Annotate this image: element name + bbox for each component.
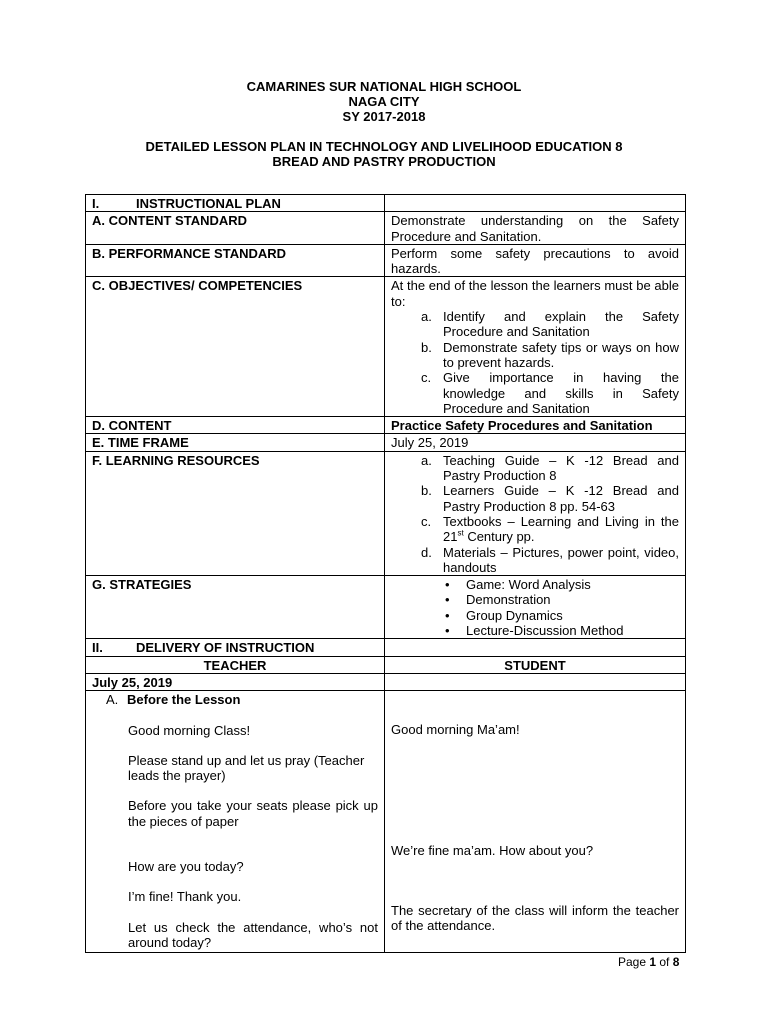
- student-column-header: STUDENT: [385, 656, 686, 673]
- time-frame-value: July 25, 2019: [385, 434, 686, 451]
- section-2-row: [86, 639, 686, 656]
- resources-row: [86, 451, 686, 575]
- objectives-label: C. OBJECTIVES/ COMPETENCIES: [92, 278, 303, 294]
- strategies-list: [391, 577, 679, 638]
- teacher-how-are-you: How are you today?: [128, 858, 244, 874]
- content-standard-row: [86, 212, 686, 245]
- section-2-label: DELIVERY OF INSTRUCTION: [136, 640, 315, 656]
- content-label: D. CONTENT: [92, 418, 172, 434]
- strategies-label: G. STRATEGIES: [92, 577, 192, 593]
- column-header-row: [86, 656, 686, 673]
- document-title: DETAILED LESSON PLAN IN TECHNOLOGY AND LIVELIHOOD EDUCATION 8: [145, 139, 623, 154]
- performance-standard-row: [86, 244, 686, 277]
- list-item: • Demonstration: [466, 592, 679, 607]
- lesson-plan-table: [85, 194, 686, 953]
- date-row: [86, 673, 686, 690]
- teacher-column-header: TEACHER: [86, 656, 385, 673]
- list-item: • Lecture-Discussion Method: [466, 623, 679, 638]
- time-frame-label: E. TIME FRAME: [92, 435, 189, 451]
- section-1-row: [86, 195, 686, 212]
- list-item: • Game: Word Analysis: [466, 577, 679, 592]
- school-name: CAMARINES SUR NATIONAL HIGH SCHOOL: [246, 79, 522, 94]
- teacher-attendance: Let us check the attendance, who’s not around today?: [128, 919, 378, 950]
- student-fine-response: We’re fine ma’am. How about you?: [391, 842, 594, 858]
- content-value: Practice Safety Procedures and Sanitation: [385, 417, 686, 434]
- document-subtitle: BREAD AND PASTRY PRODUCTION: [272, 154, 496, 169]
- school-year: SY 2017-2018: [342, 109, 426, 124]
- school-header: [0, 79, 768, 124]
- page-number: Page 1 of 8: [618, 955, 680, 969]
- student-column: [385, 691, 686, 953]
- dialogue-row: [86, 691, 686, 953]
- teacher-im-fine: I’m fine! Thank you.: [128, 889, 242, 905]
- section-1-label: INSTRUCTIONAL PLAN: [136, 196, 281, 211]
- teacher-prayer: Please stand up and let us pray (Teacher leads the prayer): [128, 752, 365, 784]
- time-frame-row: [86, 434, 686, 451]
- strategies-row: [86, 576, 686, 639]
- list-item: a. Identify and explain the Safety Procedure and Sanitation: [421, 309, 679, 340]
- teacher-pick-up-paper: Before you take your seats please pick up the pieces of paper: [128, 798, 378, 829]
- resources-label: F. LEARNING RESOURCES: [92, 452, 260, 468]
- performance-standard-label: B. PERFORMANCE STANDARD: [92, 245, 287, 261]
- lesson-date: July 25, 2019: [86, 673, 385, 690]
- teacher-greeting: Good morning Class!: [128, 722, 251, 738]
- objectives-list: [391, 309, 679, 416]
- list-item: • Group Dynamics: [466, 608, 679, 623]
- objectives-intro: At the end of the lesson the learners must be able to:: [391, 278, 679, 309]
- section-2-number: II.: [92, 640, 103, 656]
- student-attendance-response: The secretary of the class will inform the teacher of the attendance.: [391, 902, 679, 934]
- list-item: c. Textbooks – Learning and Living in the 21st Century pp.: [421, 513, 679, 545]
- content-row: [86, 417, 686, 434]
- content-standard-value: Demonstrate understanding on the Safety Procedure and Sanitation.: [385, 212, 686, 245]
- student-greeting: Good morning Ma’am!: [391, 722, 520, 738]
- teacher-column: [86, 691, 385, 953]
- list-item: b. Learners Guide – K -12 Bread and Pastry Production 8 pp. 54-63: [421, 483, 679, 514]
- performance-standard-value: Perform some safety precautions to avoid hazards.: [385, 244, 686, 277]
- list-item: b. Demonstrate safety tips or ways on how to prevent hazards.: [421, 339, 679, 370]
- list-item: d. Materials – Pictures, power point, video, handouts: [421, 544, 679, 575]
- objectives-row: [86, 277, 686, 417]
- document-title-block: [0, 139, 768, 169]
- list-item: a. Teaching Guide – K -12 Bread and Pastry Production 8: [421, 452, 679, 484]
- school-city: NAGA CITY: [348, 94, 420, 109]
- before-lesson-heading: A. Before the Lesson: [106, 692, 241, 708]
- resources-list: [391, 453, 679, 575]
- section-1-number: I.: [92, 196, 100, 211]
- content-standard-label: A. CONTENT STANDARD: [92, 213, 248, 229]
- list-item: c. Give importance in having the knowledge and skills in Safety Procedure and Sanitation: [421, 370, 679, 416]
